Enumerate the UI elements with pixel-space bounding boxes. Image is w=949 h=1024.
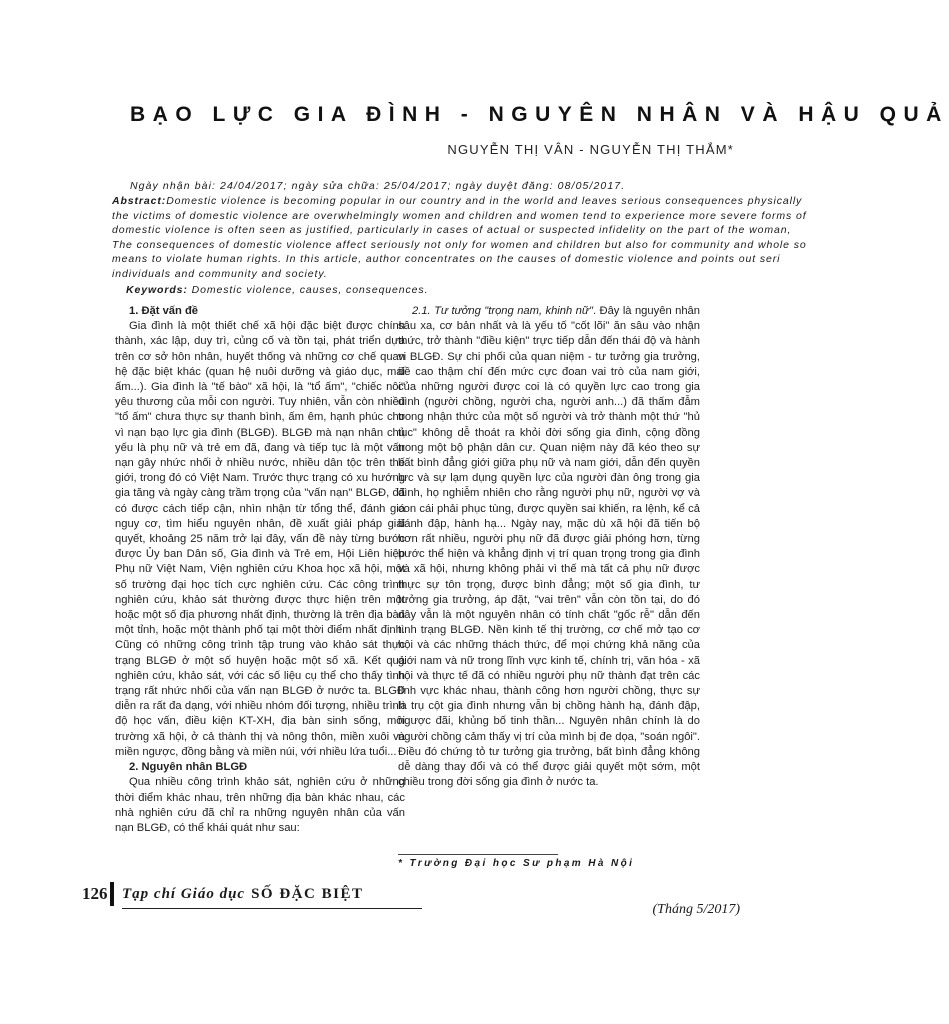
affiliation-footnote: * Trường Đại học Sư phạm Hà Nội: [398, 858, 635, 869]
page-number: 126: [82, 884, 108, 903]
abstract-line: The consequences of domestic violence affect seriously not only for women and children but also for community and whole so: [112, 238, 807, 251]
submission-dates: Ngày nhận bài: 24/04/2017; ngày sửa chữa: 25/04/2017; ngày duyệt đăng: 08/05/2017.: [130, 180, 626, 192]
abstract-line: means to violate human rights. In this article, author concentrates on the causes of domestic violence and points out seri: [112, 253, 781, 265]
keywords: [126, 284, 428, 296]
footnote-divider: [398, 854, 558, 855]
section-heading: 1. Đặt vấn đề: [129, 305, 199, 317]
abstract: [112, 194, 807, 281]
abstract-label: Abstract:: [112, 195, 167, 207]
right-column: [398, 304, 700, 791]
abstract-line: domestic violence is often seen as justified, particularly in cases of actual or suspected infidelity on the part of the woman,: [112, 224, 792, 236]
footer-rule: [122, 908, 422, 909]
keywords-text: Domestic violence, causes, consequences.: [191, 284, 429, 296]
paragraph-text: . Đây là nguyên nhân sâu xa, cơ bản nhất và là yếu tố "cốt lõi" ăn sâu vào nhận thức, trở thành "điều kiện" trực tiếp dẫn đến thái độ và hành vi BLGĐ. Sự chi phối của quan niệm - tư tưởng gia trưởng, đề cao thậm chí đến mức cực đoan vai trò của nam giới, của những người được coi là có quyền lực cao trong gia đình (người chồng, người cha, người anh...) đã thấm đẫm trong nhận thức của một số người và trở thành một thứ "hủ tục" không dễ thoát ra khỏi đời sống gia đình, cộng đồng trong một bộ phận dân cư. Quan niệm này đã kéo theo sự bất bình đẳng giới giữa phụ nữ và nam giới, dẫn đến quyền lực và sự lạm dụng quyền lực của người đàn ông trong gia đình, họ nghiễm nhiên cho rằng người phụ nữ, người vợ và con cái phải phục tùng, được quyền sai khiến, ra lệnh, kể cả đánh đập, hành hạ... Ngày nay, mặc dù xã hội đã tiến bộ hơn rất nhiều, người phụ nữ đã được giải phóng hơn, từng bước thể hiện và khẳng định vị trí quan trọng trong gia đình và xã hội, nhưng không phải vì thế mà tất cả phụ nữ được thực sự tôn trọng, được bình đẳng; một số gia đình, tư tưởng gia trưởng, áp đặt, "vai trên" vẫn còn tồn tại, do đó đây vẫn là một nguyên nhân có tính chất "gốc rễ" dẫn đến tình trạng BLGĐ. Nền kinh tế thị trường, cơ chế mở tạo cơ hội và các những thách thức, để mọi chứng khả năng của giới nam và nữ trong lĩnh vực kinh tế, chính trị, văn hóa - xã hội và thực tế đã có nhiều người phụ nữ thành đạt trên các lĩnh vực khác nhau, thành công hơn người chồng, thực sự là trụ cột gia đình nhưng vẫn bị chồng hành hạ, đánh đập, ngược đãi, khủng bố tinh thần... Nguyên nhân chính là do người chồng cảm thấy vị trí của mình bị đe dọa, "soán ngôi". Điều đó chứng tỏ tư tưởng gia trưởng, bất bình đẳng không dễ dàng thay đổi và có thể được giải quyết một sớm, một chiều trong đời sống gia đình ở nước ta.: [398, 305, 700, 789]
section-heading: 2. Nguyên nhân BLGĐ: [129, 761, 248, 774]
page-footer: [70, 880, 770, 920]
left-column: [115, 304, 405, 836]
subsection-heading: 2.1. Tư tưởng "trọng nam, khinh nữ": [412, 305, 593, 317]
abstract-line: the victims of domestic violence are overwhelmingly women and children and women tend to experience more severe forms of: [112, 209, 807, 222]
keywords-label: Keywords:: [126, 284, 188, 296]
body-paragraph: Qua nhiều công trình khảo sát, nghiên cứu ở những thời điểm khác nhau, trên những địa bàn khác nhau, các nhà nghiên cứu đã chỉ ra những nguyên nhân của vấn nạn BLGĐ, có thể khái quát như sau:: [115, 776, 405, 834]
issue-date: (Tháng 5/2017): [652, 902, 740, 917]
footer-bar: [110, 882, 114, 906]
body-paragraph: Gia đình là một thiết chế xã hội đặc biệt được chính thành, xác lập, duy trì, củng cố và tồn tại, phát triển dựa trên cơ sở hôn nhân, huyết thống và những cơ chế quan hệ đặc biệt khác (quan hệ nuôi dưỡng và giáo dục, mái ấm...). Gia đình là "tế bào" xã hội, là "tổ ấm", "chiếc nôi" yêu thương của mỗi con người. Tuy nhiên, vẫn còn nhiều "tổ ấm" chưa thực sự thanh bình, ấm êm, hạnh phúc cho vì nạn bạo lực gia đình (BLGĐ). BLGĐ mà nạn nhân chủ yếu là phụ nữ và trẻ em đã, đang và tiếp tục là một vấn nạn gây nhức nhối ở nhiều nước, nhiều dân tộc trên thế giới, trong đó có Việt Nam. Trước thực trạng có xu hướng gia tăng và ngày càng trầm trọng của "vấn nạn" BLGĐ, đã có được cách tiếp cận, nhìn nhận từ tổng thể, đánh giá nguy cơ, tìm hiểu nguyên nhân, đề xuất giải pháp giải quyết, khoảng 25 năm trở lại đây, vấn đề này từng bước được Ủy ban Dân số, Gia đình và Trẻ em, Hội Liên hiệp Phụ nữ Việt Nam, Viện nghiên cứu Khoa học xã hội, một số trường đại học tích cực nghiên cứu. Các công trình nghiên cứu, khảo sát thường được thực hiện trên một hoặc một số địa phương nhất định, thường là trên địa bàn một tỉnh, hoặc một thành phố tại một thời điểm nhất định. Cũng có những công trình tập trung vào khảo sát thực trạng BLGĐ ở một số huyện hoặc một số xã. Kết quả nghiên cứu, khảo sát, với các số liệu cụ thể cho thấy tình trạng rất nhức nhối của vấn nạn BLGĐ ở nước ta. BLGĐ diễn ra rất đa dạng, với nhiều nhóm đối tượng, nhiều trình độ học vấn, điều kiện KT-XH, địa bàn sinh sống, môi trường xã hội, ở cả thành thị và nông thôn, miền xuôi và miền ngược, đồng bằng và miền núi, với nhiều lứa tuổi...: [115, 320, 405, 758]
body-paragraph: [398, 304, 700, 791]
journal-name: Tạp chí Giáo dục SỐ ĐẶC BIỆT: [122, 886, 364, 902]
abstract-line: Abstract:Domestic violence is becoming popular in our country and in the world and leaves serious consequences physically: [112, 195, 803, 207]
abstract-line: individuals and community and society.: [112, 267, 328, 280]
article-title: BẠO LỰC GIA ĐÌNH - NGUYÊN NHÂN VÀ HẬU QUẢ: [130, 103, 949, 126]
special-issue-label: SỐ ĐẶC BIỆT: [251, 886, 364, 902]
article-authors: NGUYỄN THỊ VÂN - NGUYỄN THỊ THẮM*: [447, 142, 734, 157]
